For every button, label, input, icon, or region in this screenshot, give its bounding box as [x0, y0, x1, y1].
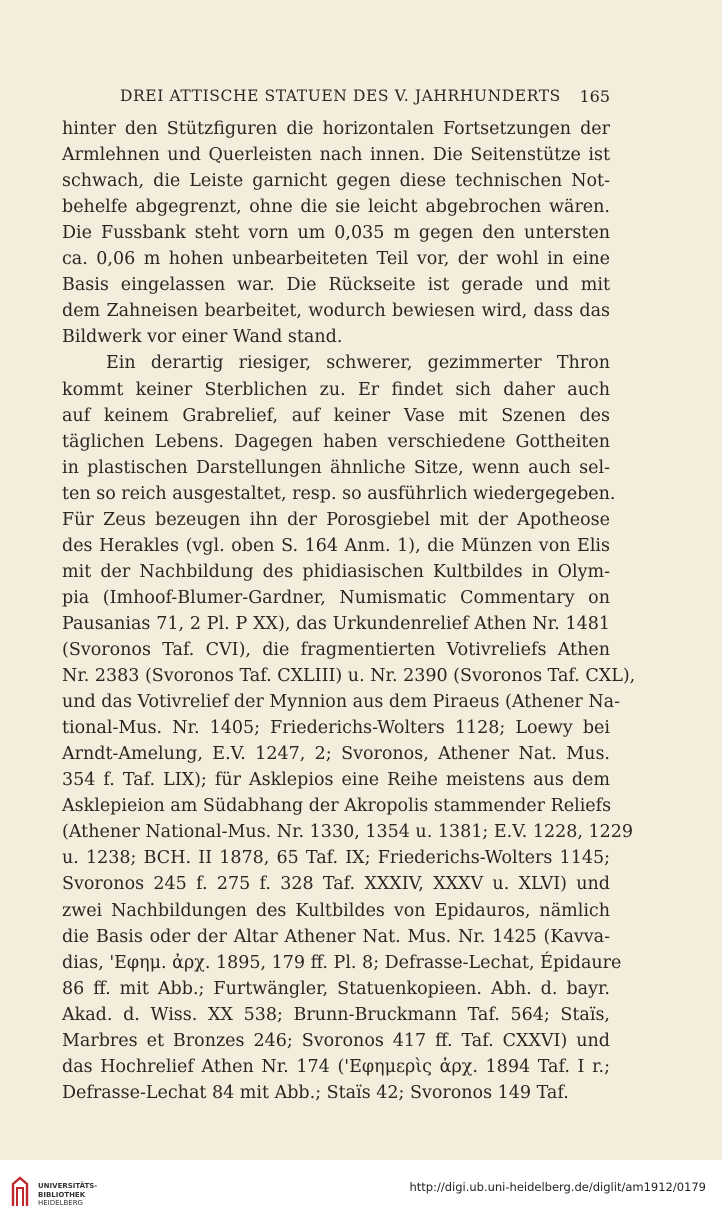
text-line: die Basis oder der Altar Athener Nat. Mus. Nr. 1425 (Kavva-	[62, 926, 610, 947]
text-line: Bildwerk vor einer Wand stand.	[62, 327, 343, 348]
text-line: Arndt-Amelung, E.V. 1247, 2; Svoronos, Athener Nat. Mus.	[62, 744, 610, 765]
text-line: Armlehnen und Querleisten nach innen. Die Seitenstütze ist	[62, 145, 610, 166]
permalink-url[interactable]: http://digi.ub.uni-heidelberg.de/diglit/am1912/0179	[409, 1180, 706, 1194]
text-line: Ein derartig riesiger, schwerer, gezimmerter Thron	[106, 353, 610, 374]
page-number: 165	[579, 87, 610, 106]
text-line: pia (Imhoof-Blumer-Gardner, Numismatic Commentary on	[62, 587, 610, 608]
text-line: kommt keiner Sterblichen zu. Er findet sich daher auch	[62, 379, 610, 400]
running-head	[62, 87, 610, 111]
text-line: u. 1238; BCH. II 1878, 65 Taf. IX; Friederichs-Wolters 1145;	[62, 848, 610, 869]
text-line: Asklepieion am Südabhang der Akropolis stammender Reliefs	[62, 796, 612, 817]
text-line: dem Zahneisen bearbeitet, wodurch bewiesen wird, dass das	[62, 301, 610, 322]
text-line: Basis eingelassen war. Die Rückseite ist gerade und mit	[62, 275, 610, 296]
text-line: in plastischen Darstellungen ähnliche Sitze, wenn auch sel-	[62, 457, 610, 478]
text-line: schwach, die Leiste garnicht gegen diese technischen Not-	[62, 171, 610, 192]
text-line: des Herakles (vgl. oben S. 164 Anm. 1), die Münzen von Elis	[62, 535, 610, 556]
text-line: tional-Mus. Nr. 1405; Friederichs-Wolters 1128; Loewy bei	[62, 718, 610, 739]
text-line: 354 f. Taf. LIX); für Asklepios eine Reihe meistens aus dem	[62, 770, 610, 791]
text-line: (Svoronos Taf. CVI), die fragmentierten Votivreliefs Athen	[62, 640, 610, 660]
text-line: Die Fussbank steht vorn um 0,035 m gegen den untersten	[62, 223, 610, 244]
text-line: zwei Nachbildungen des Kultbildes von Epidauros, nämlich	[62, 900, 610, 921]
text-line: mit der Nachbildung des phidiasischen Kultbildes in Olym-	[62, 561, 610, 582]
text-line: auf keinem Grabrelief, auf keiner Vase mit Szenen des	[62, 405, 610, 426]
text-line: Für Zeus bezeugen ihn der Porosgiebel mit der Apotheose	[62, 509, 610, 530]
text-line: und das Votivrelief der Mynnion aus dem Piraeus (Athener Na-	[62, 692, 621, 713]
text-line: Akad. d. Wiss. XX 538; Brunn-Bruckmann Taf. 564; Staïs,	[62, 1004, 610, 1025]
text-line: Pausanias 71, 2 Pl. P XX), das Urkundenrelief Athen Nr. 1481	[62, 613, 610, 634]
text-line: Marbres et Bronzes 246; Svoronos 417 ff. Taf. CXXVI) und	[62, 1030, 610, 1051]
library-crest-icon	[10, 1176, 30, 1208]
text-line: Nr. 2383 (Svoronos Taf. CXLIII) u. Nr. 2390 (Svoronos Taf. CXL),	[62, 666, 636, 687]
library-logo[interactable]	[10, 1174, 140, 1214]
text-line: 86 ff. mit Abb.; Furtwängler, Statuenkopieen. Abh. d. bayr.	[62, 978, 610, 999]
text-line: Svoronos 245 f. 275 f. 328 Taf. XXXIV, XXXV u. XLVI) und	[62, 874, 610, 895]
text-line: Defrasse-Lechat 84 mit Abb.; Staïs 42; Svoronos 149 Taf.	[62, 1082, 569, 1103]
library-name: UNIVERSITÄTS- BIBLIOTHEK HEIDELBERG	[38, 1182, 98, 1207]
text-line: behelfe abgegrenzt, ohne die sie leicht abgebrochen wären.	[62, 197, 610, 218]
text-line: ten so reich ausgestaltet, resp. so ausführlich wiedergegeben.	[62, 483, 616, 504]
footer-bar	[0, 1160, 722, 1224]
text-line: ca. 0,06 m hohen unbearbeiteten Teil vor, der wohl in eine	[62, 249, 610, 270]
text-line: dias, 'Εφημ. ἀρχ. 1895, 179 ff. Pl. 8; Defrasse-Lechat, Épidaure	[62, 952, 622, 973]
running-title: DREI ATTISCHE STATUEN DES V. JAHRHUNDERTS	[120, 87, 561, 105]
text-line: täglichen Lebens. Dagegen haben verschiedene Gottheiten	[62, 431, 610, 452]
text-line: hinter den Stützfiguren die horizontalen Fortsetzungen der	[62, 119, 610, 139]
text-line: (Athener National-Mus. Nr. 1330, 1354 u. 1381; E.V. 1228, 1229	[62, 822, 634, 843]
text-line: das Hochrelief Athen Nr. 174 ('Εφημερὶς ἀρχ. 1894 Taf. I r.;	[62, 1056, 610, 1077]
